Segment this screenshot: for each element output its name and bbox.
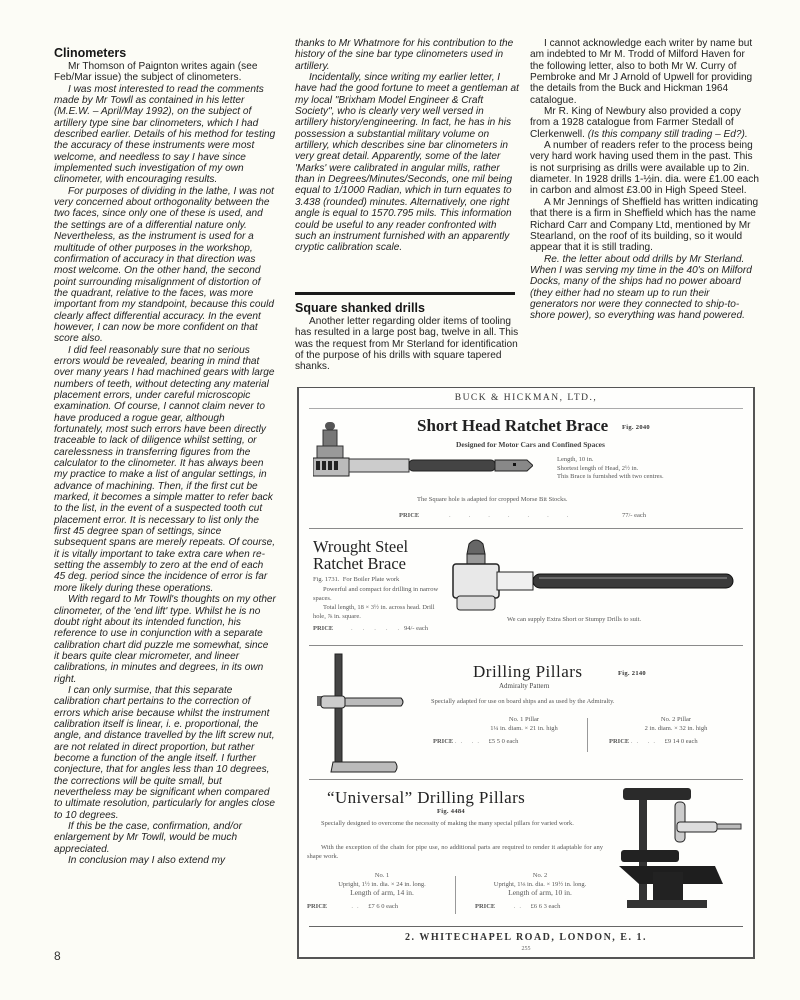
item-title-drilling-pillars: Drilling Pillars	[473, 662, 583, 681]
item-figure-number: Fig. 4484	[437, 808, 465, 815]
spec-line: Shortest length of Head, 2½ in.	[557, 464, 639, 472]
item-fig-desc: For Boiler Plate work	[342, 576, 400, 583]
letter-paragraph: With regard to Mr Towll's thoughts on my other clinometer, of the 'end lift' type. Whilst he is no doubt right about its intended function, his reference to use in conjunction with a separate calibration chart did puzzle me somewhat, since it bears quite clear micrometer, and lineer calibrations, in minutes and degrees, in its own right.	[54, 594, 276, 685]
letter-paragraph: thanks to Mr Whatmore for his contribution to the history of the sine bar type clinometers used in artillery.	[295, 38, 514, 72]
variant-2	[601, 716, 751, 733]
price-label: PRICE	[399, 512, 420, 519]
variant-name: No. 1 Pillar	[508, 716, 540, 723]
price-value: £6 6 3 each	[530, 903, 561, 910]
price-value: £7 6 0 each	[368, 903, 399, 910]
variant-arm: Length of arm, 10 in.	[508, 888, 572, 897]
item-title-short-head-ratchet-brace: Short Head Ratchet Brace	[417, 416, 609, 435]
item-title-universal-drilling-pillars: “Universal” Drilling Pillars	[327, 788, 526, 807]
universal-drilling-pillar-illustration-icon	[619, 782, 749, 912]
item-subtitle: Designed for Motor Cars and Confined Spaces	[456, 440, 605, 449]
title-line: Ratchet Brace	[313, 554, 406, 573]
variant-upright: Upright, 1½ in. dia. × 24 in. long.	[338, 880, 426, 888]
column-1-clinometers	[54, 46, 276, 866]
variant-name: No. 2 Pillar	[660, 716, 692, 723]
price-value: 94/- each	[404, 625, 429, 632]
catalogue-divider	[309, 408, 743, 409]
intro-paragraph: Mr Thomson of Paignton writes again (see Feb/Mar issue) the subject of clinometers.	[54, 61, 258, 84]
catalogue-divider	[309, 779, 743, 780]
item-specs	[557, 456, 664, 482]
section-square-shanked-drills	[295, 301, 519, 373]
section-intro: Another letter regarding older items of tooling has resulted in a large post bag, twelve in all. This was the request from Mr Sterland for identification of the purpose of his drills with square tapered shanks.	[295, 316, 519, 373]
body-paragraph: A number of readers refer to the process being very hard work having used them in the past. This is not surprising as drills were available up to 2in. diameter. In 1928 drills 1-½in. dia. were £1.00 each in carbon and almost £3.00 in High Speed Steel.	[530, 140, 759, 197]
item-figure-number: Fig. 2040	[622, 424, 650, 431]
price-leader-dots: .......	[449, 512, 587, 519]
column-2	[295, 38, 519, 254]
body-paragraph: I cannot acknowledge each writer by name but am indebted to Mr M. Trodd of Milford Haven for the following letter, also to both Mr W. Curry of Pembroke and Mr J Arnold of Upwell for providing the details from the Buck and Hickman 1964 catalogue.	[530, 38, 753, 106]
variant-1-price-line	[433, 738, 518, 747]
price-leader-dots: .....	[351, 625, 410, 632]
price-value: £9 14 0 each	[664, 738, 698, 745]
letter-paragraph: In conclusion may I also extend my	[68, 855, 226, 867]
variant-1	[307, 872, 457, 898]
price-label: PRICE	[313, 625, 334, 632]
section-heading-clinometers: Clinometers	[54, 46, 127, 60]
letter-paragraph: Incidentally, since writing my earlier letter, I have had the good fortune to meet a gentleman at my local "Brixham Model Engineer & Craft Society", who is clearly very well versed in artillery history/engineering. In fact, he has in his possession a substantial military volume on artillery, which describes sine bar clinometers in very great detail. Apparently, some of the later 'Marks' were calibrated in angular mills, rather than in Degrees/Minutes/Seconds, one mil being equal to 1/1000 Radian, which in turn equates to 3.438 (rounded) minutes. Alternatively, one right angle is equal to 1570.795 mils. This information could be useful to any reader confronted with such an instrument furnished with an apparently cryptic calibration scale.	[295, 72, 519, 254]
spec-line: Length, 10 in.	[557, 456, 594, 463]
body-text: Mr R. King of Newbury also provided a copy from a 1928 catalogue from Farmer Stedall of Clerkenwell.	[530, 106, 741, 140]
variant-upright: Upright, 1⅛ in. dia. × 19½ in. long.	[493, 880, 587, 888]
variant-2-price-line	[475, 903, 560, 912]
column-3	[530, 38, 760, 322]
variant-divider	[587, 718, 588, 752]
item-description: Powerful and compact for drilling in narrow spaces.	[313, 586, 439, 602]
item-description: Specially designed to overcome the necessity of making the many special pillars for varied work.	[321, 820, 574, 827]
variant-divider	[455, 876, 456, 914]
variant-name: No. 2	[532, 872, 548, 879]
item-description: Total length, 18 × 3½ in. across head. Drill hole, ⅞ in. square.	[313, 604, 435, 620]
price-label: PRICE	[307, 903, 328, 910]
catalogue-address: 2. WHITECHAPEL ROAD, LONDON, E. 1.	[405, 932, 647, 943]
item-note: The Square hole is adapted for cropped Morse Bit Stocks.	[417, 496, 568, 503]
letter-paragraph: If this be the case, confirmation, and/or enlargement by Mr Towll, would be much appreciated.	[54, 821, 242, 855]
letter-paragraph: For purposes of dividing in the lathe, I was not very concerned about orthogonality between the two faces, since only one of these is used, and the settings are of a differential nature only. Nevertheless, as the instrument is used for a multitude of other purposes in the workshop, confirmation of accuracy in that direction was most welcome. On the other hand, the second point surrounding misalignment of distortion of the quadrant, relative to the faces, was more important from my standpoint, because this could clearly affect differential accuracy. In the event however, I can now be more confident on that score also.	[54, 185, 274, 345]
catalogue-company-name: BUCK & HICKMAN, LTD.,	[454, 393, 598, 403]
variant-arm: Length of arm, 14 in.	[350, 888, 414, 897]
letter-paragraph: I was most interested to read the comments made by Mr Towll as contained in his letter (M.E.W. – April/May 1992), on the subject of artillery type sine bar clinometers, which I had described earlier. Details of his method for testing the accuracy of these instruments were most welcome, and needless to say I have since implemented such investigation of my own clinometer, with encouraging results.	[54, 83, 276, 186]
price-label: PRICE	[475, 903, 496, 910]
catalogue-page-number: 255	[521, 946, 531, 952]
catalogue-divider	[309, 645, 743, 646]
section-divider	[295, 292, 515, 295]
catalogue-divider	[309, 926, 743, 927]
variant-name: No. 1	[374, 872, 390, 879]
variant-size: 1¼ in. diam. × 21 in. high	[490, 724, 558, 732]
price-label: PRICE	[433, 738, 454, 745]
variant-1	[449, 716, 599, 733]
item-subtitle: Admiralty Pattern	[499, 682, 550, 690]
variant-1-price-line	[307, 903, 398, 912]
letter-paragraph: I did feel reasonably sure that no serious errors would be revealed, bearing in mind that over many years I had machined gears with large numbers of teeth, without detecting any material placement errors, under careful microscopic examination. Of course, I cannot claim never to have produced a rogue gear, although fortunately, most such errors have been directly traceable to lack of diligence whilst setting, or carelessness in transferring figures from the calculator to the clinometer. It has always been my practice to make a list of angular settings, in advance of machining. Then, if the first cut be marked, it becomes a simple matter to refer back to the list, in the event of a suspected tooth cut placement error. It is necessary to list only the first 45 degree span of settings, since subsequent spans are merely repeats. Of course, it is vitally important to take extra care when re-setting the assembly to zero at the end of each 45 deg. period since the incidence of error is far more likely during these operations.	[54, 344, 276, 594]
price-value: 77/- each	[622, 512, 647, 519]
letter-paragraph: I can only surmise, that this separate calibration chart pertains to the correction of errors which arise because whilst the instrument calibration itself is linear, i. e. proportional, the angle, and distance travelled by the lift screw nut, are not related in direct proportion, but rather become a function of the angle itself. I further conjecture, that for angles less than 10 degrees, the corrections will be quite small, but nevertheless may be significant when compared to ultimate resolution, particularly for angles close to 10 degrees.	[54, 684, 276, 821]
item-description: With the exception of the chain for pipe use, no additional parts are required to render it adaptable for any shape work.	[307, 844, 603, 860]
page-number: 8	[54, 949, 61, 963]
price-value: £5 5 0 each	[488, 738, 519, 745]
item-figure-number: Fig. 2140	[618, 670, 646, 677]
body-paragraph: A Mr Jennings of Sheffield has written indicating that there is a firm in Sheffield which has the name Richard Carr and Company Ltd, mentioned by Mr Stearland, on the roof of its building, so it would appear that it is still trading.	[530, 196, 759, 254]
price-leader-dots: ..	[496, 903, 531, 910]
variant-2-price-line	[609, 738, 698, 747]
price-label: PRICE	[609, 738, 630, 745]
editor-note: (Is this company still trading – Ed?).	[587, 128, 748, 140]
catalogue-reproduction	[297, 387, 755, 959]
item-note: We can supply Extra Short or Stumpy Drills to suit.	[507, 616, 642, 623]
item-title-wrought-steel-ratchet-brace	[313, 538, 408, 572]
price-leader-dots: ..	[328, 903, 369, 910]
letter-paragraph: Re. the letter about odd drills by Mr Sterland. When I was serving my time in the 40's on Milford Docks, many of the ships had no power aboard (they either had no steam up to run their generators nor were they connected to ship-to-shore power), so everything was hand powered.	[530, 253, 752, 322]
variant-size: 2 in. diam. × 32 in. high	[644, 724, 708, 732]
section-heading-square-shanked-drills: Square shanked drills	[295, 301, 425, 315]
wrought-ratchet-brace-illustration-icon	[449, 538, 739, 616]
drilling-pillar-illustration-icon	[309, 652, 409, 778]
catalogue-divider	[309, 528, 743, 529]
item-fig-line	[313, 576, 399, 585]
price-leader-dots: .. ..	[454, 738, 489, 745]
title-line: Wrought Steel	[313, 537, 409, 556]
price-leader-dots: .. ..	[630, 738, 665, 745]
variant-2	[465, 872, 615, 898]
spec-line: This Brace is furnished with two centres.	[557, 473, 664, 480]
item-description: Specially adapted for use on board ships and as used by the Admiralty.	[431, 698, 615, 705]
body-paragraph	[530, 106, 760, 140]
item-figure-number: Fig. 1731.	[313, 576, 340, 583]
